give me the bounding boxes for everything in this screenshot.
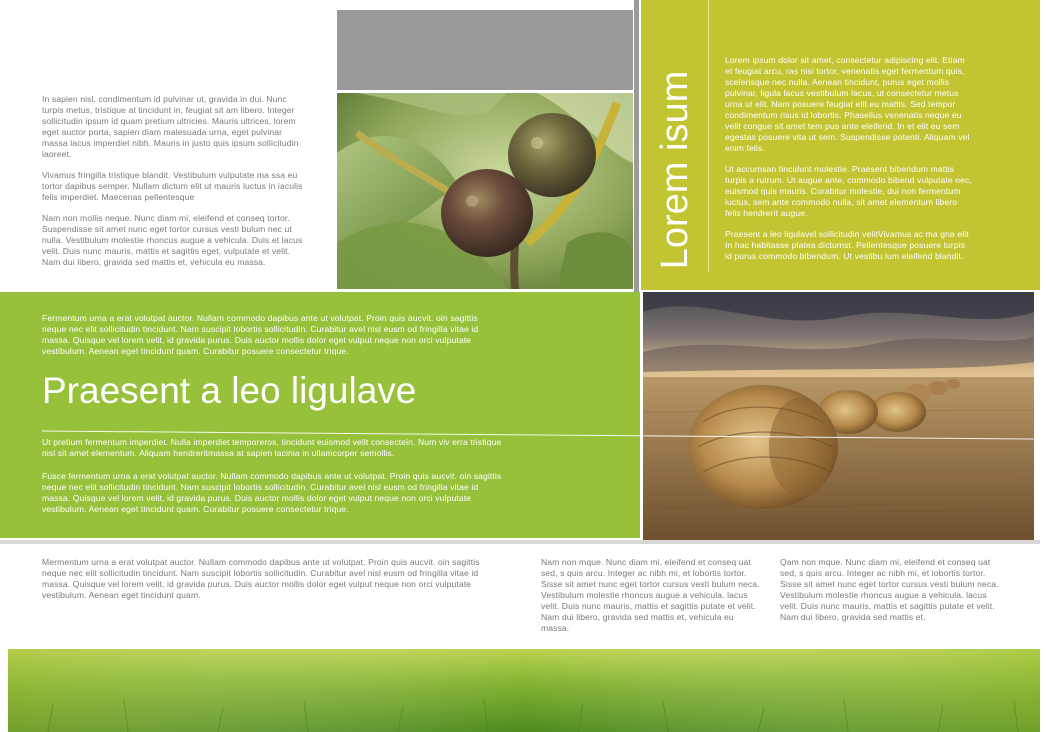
paragraph: In sapien nisl, condimentum id pulvinar ut, gravida in dui. Nunc turpis metus, tristique at tincidunt in, feugiat sit am libero. Integer sollicitudin ipsum id quam pretium ultricies. Mauris ultrices, lorem eget auctor porta, sapien diam malesuada urna, eget pulvinar massa lacus imperdiet nibh. Mauris in justo quis ipsum sollicitudin laoreet. (42, 94, 299, 159)
paragraph: Praesent a leo ligulavel sollicitudin velitVivamus ac ma gna elit In hac habitasse platea dictumst. Pellentesque posuere turpis id purus commodo bibendum. Ut vestibu lum eleifend blandit. (725, 229, 969, 261)
hay-bale-photo (643, 292, 1034, 541)
grass-graphic (8, 649, 1040, 732)
fig-photo-graphic (337, 93, 633, 289)
paragraph: Ut accumsan tincidunt molestie. Praesent bibendum mattis turpis a rutrum. Ut augue ante, commodo bibend vulputate nec, euismod quis mauris. Curabitur molestie, dui non fermentum luctus, sem ante commodo nulla, sit amet elementum libero felis hendrerit augue. (725, 164, 972, 218)
headline: Praesent a leo ligulave (42, 370, 417, 411)
green-band-text (42, 471, 507, 515)
paragraph: Qam non mque. Nunc diam mi, eleifend et conseq uat sed, s quis arcu. Integer ac nibh mi, et lobortis tortor. Sisse sit amet nunc eget tortor cursus vesti bulum neca. Vestibulum molestie rhoncus augue a vehicula. lacus velit. Duis nunc mauris, mattis et sagittis putate et velit. Nam dui libero, gravida sed mattis et. (780, 557, 999, 622)
grass-photo (8, 649, 1040, 732)
paragraph: Mermentum urna a erat volutpat auctor. Nullam commodo dapibus ante ut volutpat. Proin quis aucvit. oin sagittis neque nec elit sollicitudin tincidunt. Nam suscipit lobortis sollicitudin. Curabitur avel nisl eusm od fringilla vitae id massa. Quisque vel lorem velit, id gravida purus. Duis auctor mollis dolor eget vulput neque non orci vulputate vestibulum. Aenean eget tincidunt quam. (42, 557, 480, 600)
fig-photo (337, 93, 633, 289)
paragraph: Ut pretium fermentum imperdiet. Nulla imperdiet temporeros, tincidunt euismod velit consectein. Num viv erra tristique nisl sit amet elementum. Aliquam hendreritmassa at sapien lacinia in ullamcorper semollis. (42, 437, 502, 458)
bottom-text-column (42, 557, 502, 601)
paragraph: Fusce fermentum urna a erat volutpat auctor. Nullam commodo dapibus ante ut volutpat. Proin quis aucvit. oin sagittis neque nec elit sollicitudin tincidunt. Nam suscipit lobortis sollicitudin. Curabitur avel nisl eusm od fringilla vitae id massa. Quisque vel lorem velit, id gravida purus. Duis auctor mollis dolor eget vulput neque non orci vulputate vestibulum. Aenean eget tincidunt quam. Curabitur posuere consectetur trique. (42, 471, 502, 514)
paragraph: Nam non mque. Nunc diam mi, eleifend et conseq uat sed, s quis arcu. Integer ac nibh mi, et lobortis tortor. Sisse sit amet nunc eget tortor cursus vesti bulum neca. Vestibulum molestie rhoncus augue a vehicula. lacus velit. Duis nunc mauris, mattis et sagittis putate et velit. Nam dui libero, gravida sed mattis et, vehicula eu massa. (541, 557, 760, 633)
top-left-text-column (42, 94, 304, 278)
green-band-intro-text (42, 313, 502, 357)
gray-color-block (337, 10, 633, 90)
top-right-text-column (725, 55, 973, 272)
paragraph: Nam non mollis neque. Nunc diam mi, eleifend et conseq tortor. Suspendisse sit amet nunc eget tortor cursus vesti bulum nec ut nulla. Vestibulum molestie rhoncus augue a vehicula. Duis et lacus velit. Duis nunc mauris, mattis et sagittis eget, vulputate et velit. Nam dui libero, gravida sed mattis et, vehicula eu massa. (42, 213, 303, 267)
bottom-text-column (780, 557, 1002, 623)
vertical-rule (708, 0, 709, 272)
paragraph: Fermentum urna a erat volutpat auctor. Nullam commodo dapibus ante ut volutpat. Proin quis aucvit. oin sagittis neque nec elit sollicitudin tincidunt. Nam suscipit lobortis sollicitudin. Curabitur avel nisl eusm od fringilla vitae id massa. Quisque vel lorem velit, id gravida purus. Duis auctor mollis dolor eget vulput neque non orci vulputate vestibulum. Aenean eget tincidunt quam. Curabitur posuere consectetur trique. (42, 313, 479, 356)
paragraph: Lorem ipsum dolor sit amet, consectetur adipiscing elit. Etiam et feugiat arcu, ras nisi tortor, venenatis eget fermentum quis, scelerisque nec nulla. Aenean tincidunt, purus eget mollis pulvinar, ligula lacus vestibulum lacus, ut consectetur metus urna ut elit. Nam posuere feugiat elit eu mattis. Sed tempor condimentum risus id lobortis. Phasellus venenatis neque eu velit congue sit amet tem pus ante eleifend. In et elit eu sem egestas posuere vita ut sem. Suspendisse potenti. Aliquam vel enim felis. (725, 55, 970, 153)
bottom-text-column (541, 557, 763, 634)
green-band-text (42, 437, 502, 459)
horizontal-divider (0, 540, 1040, 544)
side-title: Lorem isum (654, 70, 696, 270)
vertical-divider-bar (634, 0, 639, 292)
hay-bale-graphic (643, 292, 1034, 541)
paragraph: Vivamus fringilla tristique blandit. Vestibulum vulputate ma ssa eu tortor dapibus semper. Nullam dictum elit ut mauris luctus in iaculis felis imperdiet. Maecenas pellentesque (42, 170, 303, 202)
